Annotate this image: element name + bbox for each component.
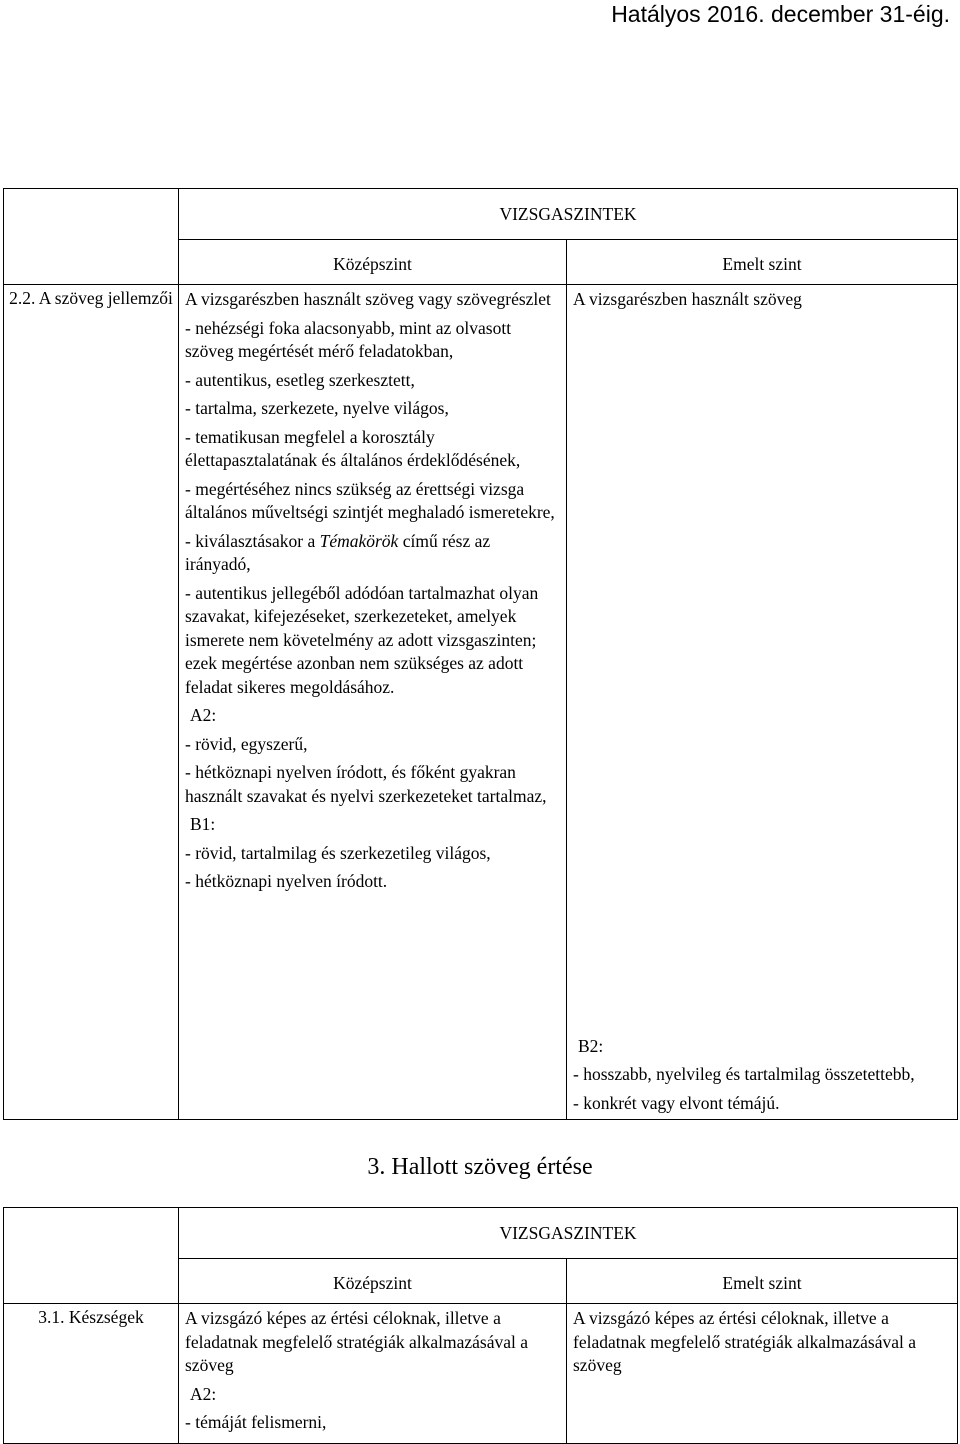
level-label-a2: A2: xyxy=(190,1383,217,1404)
mid-intro: A vizsgarészben használt szöveg vagy szövegrészlet xyxy=(185,289,551,309)
high-level-text-features xyxy=(567,285,958,1120)
list-item: - kiválasztásakor a Témakörök című rész az irányadó, xyxy=(185,530,491,574)
emphasized-term: Témakörök xyxy=(319,530,399,551)
list-item: - nehézségi foka alacsonyabb, mint az olvasott szöveg megértését mérő feladatokban, xyxy=(185,317,512,361)
list-item: - témáját felismerni, xyxy=(185,1412,327,1432)
exam-levels-table-text-features xyxy=(3,188,958,1120)
table-corner-cell xyxy=(4,189,179,240)
list-item: - megértéséhez nincs szükség az érettségi vizsga általános műveltségi szintjét meghaladó ismeretekre, xyxy=(185,478,555,522)
exam-levels-table-skills xyxy=(3,1207,958,1444)
column-header-mid-level: Középszint xyxy=(179,240,567,285)
column-header-mid-level: Középszint xyxy=(179,1259,567,1304)
list-item: - tartalma, szerkezete, nyelve világos, xyxy=(185,398,449,418)
list-item: - autentikus, esetleg szerkesztett, xyxy=(185,369,415,390)
level-label-a2: A2: xyxy=(190,705,217,725)
mid-intro: A vizsgázó képes az értési céloknak, illetve a feladatnak megfelelő stratégiák alkalmazásával a szöveg xyxy=(185,1308,529,1375)
table-corner-cell xyxy=(4,1208,179,1259)
list-item: - autentikus jellegéből adódóan tartalmazhat olyan szavakat, kifejezéseket, szerkezeteket, amelyek ismerete nem követelmény az adott vizsgaszinten; ezek megértése azonban nem szükséges az adott feladat sikeres megoldásához. xyxy=(185,582,539,697)
list-item: - hétköznapi nyelven íródott. xyxy=(185,871,388,891)
table-corner-cell xyxy=(4,240,179,285)
row-label-skills: 3.1. Készségek xyxy=(4,1304,179,1444)
mid-level-text-features xyxy=(179,285,567,1120)
column-header-high-level: Emelt szint xyxy=(567,1259,958,1304)
table-header-exam-levels: VIZSGASZINTEK xyxy=(179,1208,958,1259)
section-heading-listening: 3. Hallott szöveg értése xyxy=(367,1154,593,1180)
row-label-text-features: 2.2. A szöveg jellemzői xyxy=(4,285,179,1120)
list-item: - konkrét vagy elvont témájú. xyxy=(573,1092,780,1113)
list-item: - rövid, tartalmilag és szerkezetileg világos, xyxy=(185,842,491,863)
list-item: - rövid, egyszerű, xyxy=(185,733,308,754)
column-header-high-level: Emelt szint xyxy=(567,240,958,285)
list-item: - hétköznapi nyelven íródott, és főként gyakran használt szavakat és nyelvi szerkezeteket tartalmaz, xyxy=(185,762,547,806)
list-item: - hosszabb, nyelvileg és tartalmilag összetettebb, xyxy=(573,1064,915,1084)
level-label-b1: B1: xyxy=(190,814,216,834)
high-intro: A vizsgázó képes az értési céloknak, illetve a feladatnak megfelelő stratégiák alkalmazásával a szöveg xyxy=(573,1308,917,1375)
list-item: - tematikusan megfelel a korosztály élettapasztalatának és általános érdeklődésének, xyxy=(185,426,521,470)
level-label-b2: B2: xyxy=(578,1035,604,1056)
mid-level-skills xyxy=(179,1304,567,1444)
validity-note: Hatályos 2016. december 31-éig. xyxy=(611,1,950,27)
table-header-exam-levels: VIZSGASZINTEK xyxy=(179,189,958,240)
high-level-skills xyxy=(567,1304,958,1444)
table-corner-cell xyxy=(4,1259,179,1304)
high-intro: A vizsgarészben használt szöveg xyxy=(573,289,802,309)
